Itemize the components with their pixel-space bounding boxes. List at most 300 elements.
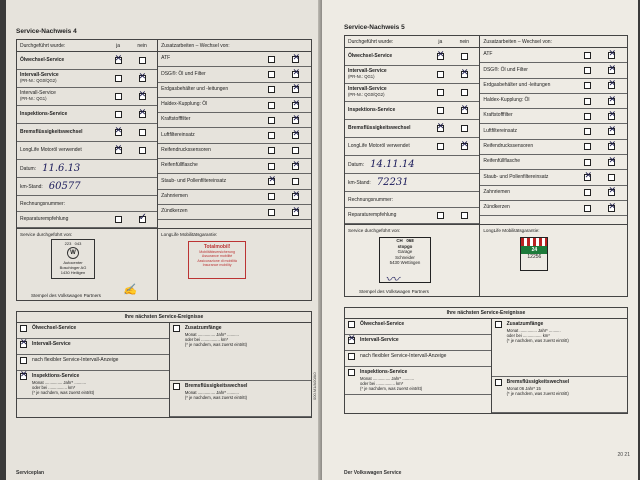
stamp-bottom: 12256 — [527, 254, 542, 260]
checkbox[interactable] — [115, 216, 122, 223]
checkbox-cell — [284, 163, 308, 170]
checkbox[interactable] — [348, 353, 355, 360]
row-label — [161, 148, 260, 154]
checkbox[interactable] — [292, 193, 299, 200]
service-performed-col — [17, 40, 158, 228]
row-label-text: Reparaturempfehlung — [20, 215, 69, 222]
checkbox-cell — [284, 56, 308, 63]
checkbox[interactable] — [268, 56, 275, 63]
checkbox-cell — [452, 71, 476, 78]
next-extra-note: (* je nachdem, was zuerst eintritt) — [184, 394, 248, 400]
checkbox-cell — [600, 67, 624, 74]
next-extra-note: (* je nachdem, was zuerst eintritt) — [506, 338, 569, 344]
checkbox-cell — [428, 53, 452, 60]
checkbox[interactable] — [268, 117, 275, 124]
next-event-title: nach flexibler Service-Intervall-Anzeige — [32, 357, 119, 363]
row-sublabel: (PR-Nr.: QG0/QG2) — [348, 91, 385, 97]
row-label — [348, 144, 428, 150]
checkbox-cell — [348, 337, 360, 344]
next-extra-label — [185, 383, 308, 400]
signature: ✍ — [123, 283, 137, 296]
service-row — [17, 70, 157, 88]
checkbox-cell — [576, 98, 600, 105]
service-performed-col — [345, 36, 480, 224]
checkbox-cell — [600, 143, 624, 150]
extra-row — [480, 94, 627, 109]
checkbox-cell — [260, 117, 284, 124]
checkbox[interactable] — [584, 143, 591, 150]
checkbox[interactable] — [461, 212, 468, 219]
checkbox-cell — [452, 212, 476, 219]
checkbox-cell — [106, 216, 130, 223]
checkbox[interactable] — [348, 369, 355, 376]
checkbox[interactable] — [115, 93, 122, 100]
side-code: 000.M1/A00/A0 — [312, 372, 317, 400]
next-event-note: (* je nachdem, was zuerst eintritt) — [360, 386, 423, 392]
checkbox[interactable] — [461, 71, 468, 78]
checkbox[interactable] — [495, 321, 502, 328]
checkbox-cell — [20, 373, 32, 380]
checkbox[interactable] — [268, 163, 275, 170]
checkbox[interactable] — [437, 125, 444, 132]
row-label — [348, 108, 428, 114]
next-event-row — [17, 323, 169, 339]
service-row — [345, 66, 479, 84]
checkbox-cell — [452, 53, 476, 60]
next-extra-title: Bremsflüssigkeitswechsel — [184, 383, 248, 389]
row-label-text: Reifenfüllflasche — [483, 158, 521, 165]
checkbox-cell — [348, 321, 360, 328]
checkbox[interactable] — [268, 102, 275, 109]
checkbox[interactable] — [173, 383, 180, 390]
checkbox-cell — [452, 125, 476, 132]
next-event-row — [345, 335, 491, 351]
row-label — [348, 69, 428, 80]
row-label — [348, 213, 428, 219]
next-event-row — [345, 319, 491, 335]
checkbox[interactable] — [268, 86, 275, 93]
checkbox-cell — [260, 209, 284, 216]
extra-row — [158, 113, 311, 128]
checkbox[interactable] — [437, 71, 444, 78]
extra-row — [480, 186, 627, 201]
checkbox-cell — [130, 147, 154, 154]
next-extra-title: Bremsflüssigkeitswechsel — [506, 379, 570, 385]
checkbox-cell — [106, 57, 130, 64]
extra-row — [480, 201, 627, 216]
next-extra-note: (* je nachdem, was zuerst eintritt) — [506, 390, 569, 396]
checkbox[interactable] — [115, 129, 122, 136]
row-label-text: Haldex-Kupplung: Öl — [483, 97, 530, 104]
extra-row — [158, 144, 311, 159]
checkbox[interactable] — [139, 57, 146, 64]
row-label-text: Reifenfüllflasche — [161, 162, 198, 169]
checkbox-cell — [260, 102, 284, 109]
row-label — [483, 144, 576, 150]
checkbox[interactable] — [115, 111, 122, 118]
extra-row — [480, 109, 627, 124]
service-by-label: Service durchgeführt von: — [20, 232, 73, 237]
service-row — [17, 124, 157, 142]
checkbox[interactable] — [437, 89, 444, 96]
next-event-label — [360, 369, 488, 392]
next-extra-line: Monat ............... Jahr* .......... — [184, 331, 239, 337]
row-label — [348, 54, 428, 60]
header-label: Durchgeführt wurde: — [348, 38, 394, 45]
checkbox-cell — [600, 82, 624, 89]
checkbox[interactable] — [461, 143, 468, 150]
checkbox[interactable] — [608, 159, 615, 166]
row-label — [20, 73, 106, 84]
date-row — [17, 160, 157, 178]
stamp-number: 223 — [64, 241, 72, 246]
row-label-text: Intervall-Service — [348, 86, 387, 93]
stamp-caption: Stempel des Volkswagen Partners — [31, 293, 101, 298]
stamp-caption: Stempel des Volkswagen Partners — [359, 289, 429, 294]
left-page — [6, 0, 322, 480]
row-label-text: LongLife Motoröl verwendet — [20, 146, 82, 153]
checkbox[interactable] — [173, 325, 180, 332]
checkbox[interactable] — [584, 159, 591, 166]
row-label — [161, 133, 260, 139]
checkbox[interactable] — [608, 52, 615, 59]
checkbox[interactable] — [461, 125, 468, 132]
stripe-icon — [521, 238, 547, 246]
checkbox[interactable] — [292, 102, 299, 109]
row-label — [161, 102, 260, 108]
next-events-grid — [344, 318, 628, 414]
checkbox[interactable] — [437, 212, 444, 219]
checkbox[interactable] — [437, 143, 444, 150]
next-extra-line: Monat ............... Jahr* .......... — [506, 327, 561, 333]
checkbox[interactable] — [584, 189, 591, 196]
service-table — [344, 35, 628, 225]
checkbox[interactable] — [139, 111, 146, 118]
checkbox[interactable] — [584, 52, 591, 59]
next-event-row — [17, 339, 169, 355]
table-header — [345, 36, 479, 48]
checkbox[interactable] — [292, 117, 299, 124]
checkbox-cell — [576, 205, 600, 212]
date-label: Datum: — [20, 165, 37, 172]
checkbox[interactable] — [461, 107, 468, 114]
row-label-text: Bremsflüssigkeitswechsel — [20, 128, 83, 135]
checkbox[interactable] — [292, 209, 299, 216]
row-label — [20, 130, 106, 136]
checkbox[interactable] — [584, 98, 591, 105]
checkbox[interactable] — [608, 128, 615, 135]
stamp-number: 043 — [74, 241, 82, 246]
dealer-stamp-box — [345, 225, 480, 296]
next-extra-row — [170, 323, 311, 381]
checkbox[interactable] — [584, 113, 591, 120]
checkbox-cell — [576, 159, 600, 166]
next-events-left — [17, 323, 170, 417]
checkbox[interactable] — [292, 132, 299, 139]
checkbox-cell — [428, 71, 452, 78]
row-label — [483, 98, 576, 104]
checkbox[interactable] — [461, 89, 468, 96]
checkbox[interactable] — [139, 75, 146, 82]
row-label — [483, 129, 576, 135]
dealer-stamp-box — [17, 229, 158, 300]
checkbox[interactable] — [437, 107, 444, 114]
next-extra-row — [492, 319, 627, 377]
checkbox-cell — [284, 86, 308, 93]
checkbox[interactable] — [268, 71, 275, 78]
next-extra-row — [492, 377, 627, 413]
checkbox-cell — [600, 205, 624, 212]
checkbox-cell — [130, 111, 154, 118]
checkbox-cell — [428, 143, 452, 150]
next-extra-label — [185, 325, 308, 348]
service-table — [16, 39, 312, 229]
extra-row — [158, 52, 311, 67]
row-label-text: Zündkerzen — [483, 204, 510, 211]
stamp-brand: stopgo — [397, 243, 413, 249]
next-extra-line: oder bei ................ km* — [506, 332, 550, 338]
checkbox-cell — [20, 325, 32, 332]
checkbox[interactable] — [608, 174, 615, 181]
row-label-text: Ölwechsel-Service — [348, 52, 393, 59]
checkbox-cell — [284, 147, 308, 154]
date-value: 11.6.13 — [42, 163, 81, 174]
next-extra-label — [507, 321, 624, 344]
checkbox-cell — [106, 129, 130, 136]
row-label — [483, 205, 576, 211]
checkbox[interactable] — [495, 379, 502, 386]
checkbox[interactable] — [115, 75, 122, 82]
checkbox[interactable] — [584, 67, 591, 74]
extra-row — [480, 170, 627, 185]
checkbox[interactable] — [608, 113, 615, 120]
next-event-label — [32, 357, 166, 364]
checkbox[interactable] — [20, 357, 27, 364]
next-event-note: (* je nachdem, was zuerst eintritt) — [32, 390, 95, 396]
stamp-line: 1430 Heiligen — [60, 270, 86, 275]
checkbox[interactable] — [115, 147, 122, 154]
extra-row — [158, 98, 311, 113]
row-label — [483, 52, 576, 58]
checkbox[interactable] — [608, 67, 615, 74]
checkbox[interactable] — [292, 56, 299, 63]
row-label — [20, 91, 106, 102]
checkbox[interactable] — [20, 373, 27, 380]
checkbox[interactable] — [268, 178, 275, 185]
row-label — [161, 209, 260, 215]
checkbox-cell — [600, 159, 624, 166]
stamp-line: Garage — [397, 249, 413, 254]
extra-row — [480, 124, 627, 139]
checkbox[interactable] — [268, 147, 275, 154]
checkbox-cell — [348, 369, 360, 376]
next-event-title: Intervall-Service — [32, 341, 71, 347]
stamp-line: Schneider — [395, 254, 415, 260]
row-label-text: Luftfiltereinsatz — [161, 131, 195, 138]
checkbox[interactable] — [608, 98, 615, 105]
next-event-title: Inspektions-Service — [360, 369, 408, 375]
extra-row — [480, 155, 627, 170]
checkbox-cell — [130, 129, 154, 136]
checkbox[interactable] — [268, 193, 275, 200]
checkbox[interactable] — [437, 53, 444, 60]
checkbox[interactable] — [292, 178, 299, 185]
row-label — [483, 68, 576, 74]
row-sublabel: (PR-Nr.: QG0/QG2) — [20, 77, 57, 83]
row-label — [483, 113, 576, 119]
next-events-title: Ihre nächsten Service-Ereignisse — [344, 307, 628, 318]
row-label — [483, 159, 576, 165]
next-extra-title: Zusatzumfänge — [506, 321, 544, 327]
row-label — [348, 87, 428, 98]
checkbox[interactable] — [584, 128, 591, 135]
km-value: 60577 — [48, 181, 81, 192]
checkbox-cell — [576, 143, 600, 150]
checkbox-cell — [284, 102, 308, 109]
checkbox-cell — [428, 89, 452, 96]
extra-row — [158, 174, 311, 189]
extra-row — [158, 128, 311, 143]
checkbox-cell — [576, 189, 600, 196]
checkbox[interactable] — [268, 132, 275, 139]
row-label-text: Luftfiltereinsatz — [483, 127, 517, 134]
row-label-text: ATF — [483, 51, 493, 58]
extra-row — [480, 79, 627, 94]
dealer-stamp — [51, 239, 95, 279]
checkbox[interactable] — [348, 337, 355, 344]
stamp-top: 24 — [521, 246, 547, 254]
checkbox[interactable] — [292, 71, 299, 78]
checkbox[interactable] — [608, 205, 615, 212]
checkbox[interactable] — [584, 205, 591, 212]
km-value: 72231 — [376, 177, 409, 188]
checkbox-cell — [260, 56, 284, 63]
next-event-row — [345, 351, 491, 367]
next-extra-note: (* je nachdem, was zuerst eintritt) — [184, 342, 248, 348]
row-label-text: Reifendruckssensoren — [161, 147, 211, 154]
checkbox[interactable] — [584, 82, 591, 89]
service-row — [345, 84, 479, 102]
next-extra-line: Monat 06 Jahr* 15 — [506, 385, 541, 391]
checkbox-cell — [130, 75, 154, 82]
checkbox-cell — [576, 174, 600, 181]
checkbox-cell — [130, 57, 154, 64]
page-title: Service-Nachweis 5 — [344, 24, 405, 31]
header-label: Zusatzarbeiten – Wechsel von: — [483, 38, 552, 45]
row-sublabel: (PR-Nr.: QG1) — [348, 73, 375, 79]
row-label-text: LongLife Motoröl verwendet — [348, 142, 410, 149]
checkbox[interactable] — [608, 189, 615, 196]
invoice-label: Rechnungsnummer: — [348, 196, 394, 203]
next-event-title: Ölwechsel-Service — [360, 321, 405, 327]
row-label — [483, 190, 576, 196]
km-label: km-Stand: — [20, 183, 43, 190]
checkbox-cell — [20, 341, 32, 348]
checkbox[interactable] — [139, 129, 146, 136]
checkbox[interactable] — [20, 341, 27, 348]
service-row — [17, 106, 157, 124]
checkbox[interactable] — [608, 143, 615, 150]
row-label — [161, 163, 260, 169]
row-label — [348, 126, 428, 132]
table-header — [480, 36, 627, 48]
checkbox[interactable] — [268, 209, 275, 216]
checkbox-cell — [260, 178, 284, 185]
extra-row — [158, 190, 311, 205]
checkbox-cell — [452, 143, 476, 150]
checkbox[interactable] — [584, 174, 591, 181]
invoice-row — [17, 196, 157, 212]
checkbox[interactable] — [139, 216, 146, 223]
checkbox-cell — [600, 52, 624, 59]
next-event-row — [17, 371, 169, 399]
row-label — [20, 112, 106, 118]
checkbox-cell — [600, 128, 624, 135]
checkbox[interactable] — [292, 163, 299, 170]
checkbox-cell — [260, 86, 284, 93]
next-event-label — [360, 353, 488, 360]
next-event-line: oder bei ................ km* — [360, 380, 404, 386]
checkbox-cell — [284, 209, 308, 216]
checkbox-cell — [576, 113, 600, 120]
checkbox[interactable] — [139, 93, 146, 100]
checkbox-cell — [428, 125, 452, 132]
row-label-text: DSG®: Öl und Filter — [161, 70, 206, 77]
next-event-title: Ölwechsel-Service — [32, 325, 77, 331]
row-label-text: DSG®: Öl und Filter — [483, 66, 528, 73]
stamp-title: Totalmobil! — [203, 244, 231, 250]
checkbox[interactable] — [348, 321, 355, 328]
checkbox[interactable] — [292, 147, 299, 154]
row-label-text: Haldex-Kupplung: Öl — [161, 101, 208, 108]
checkbox[interactable] — [20, 325, 27, 332]
checkbox-cell — [260, 132, 284, 139]
checkbox[interactable] — [608, 82, 615, 89]
longlife-label: LongLife Mobilitätsgarantie: — [161, 232, 218, 237]
row-label-text: Intervall-Service — [20, 90, 56, 97]
service-row — [345, 138, 479, 156]
row-label-text: Inspektions-Service — [348, 106, 396, 113]
date-value: 14.11.14 — [370, 159, 415, 170]
next-event-row — [17, 355, 169, 371]
service-row — [345, 120, 479, 138]
stamp-line: Boschinger AG — [59, 265, 87, 270]
header-ja: ja — [116, 42, 121, 49]
checkbox[interactable] — [292, 86, 299, 93]
checkbox[interactable] — [139, 147, 146, 154]
checkbox[interactable] — [461, 53, 468, 60]
row-label — [20, 217, 106, 223]
row-label-text: Staub- und Pollenfiltereinsatz — [483, 173, 549, 180]
checkbox-cell — [600, 113, 624, 120]
row-label-text: Zündkerzen — [161, 208, 188, 215]
stamp-area — [16, 229, 312, 301]
checkbox-cell — [452, 89, 476, 96]
stamp-country: CH — [396, 238, 403, 243]
checkbox-cell — [348, 353, 360, 360]
header-ja: ja — [438, 38, 443, 45]
checkbox[interactable] — [115, 57, 122, 64]
longlife-stamp — [520, 237, 548, 271]
checkbox-cell — [260, 193, 284, 200]
service-row — [17, 52, 157, 70]
checkbox-cell — [495, 379, 507, 386]
stamp-line: Mobilitätsversicherung — [199, 250, 235, 254]
checkbox-cell — [173, 325, 185, 332]
checkbox-cell — [130, 216, 154, 223]
next-event-row — [345, 367, 491, 395]
row-label — [20, 58, 106, 64]
